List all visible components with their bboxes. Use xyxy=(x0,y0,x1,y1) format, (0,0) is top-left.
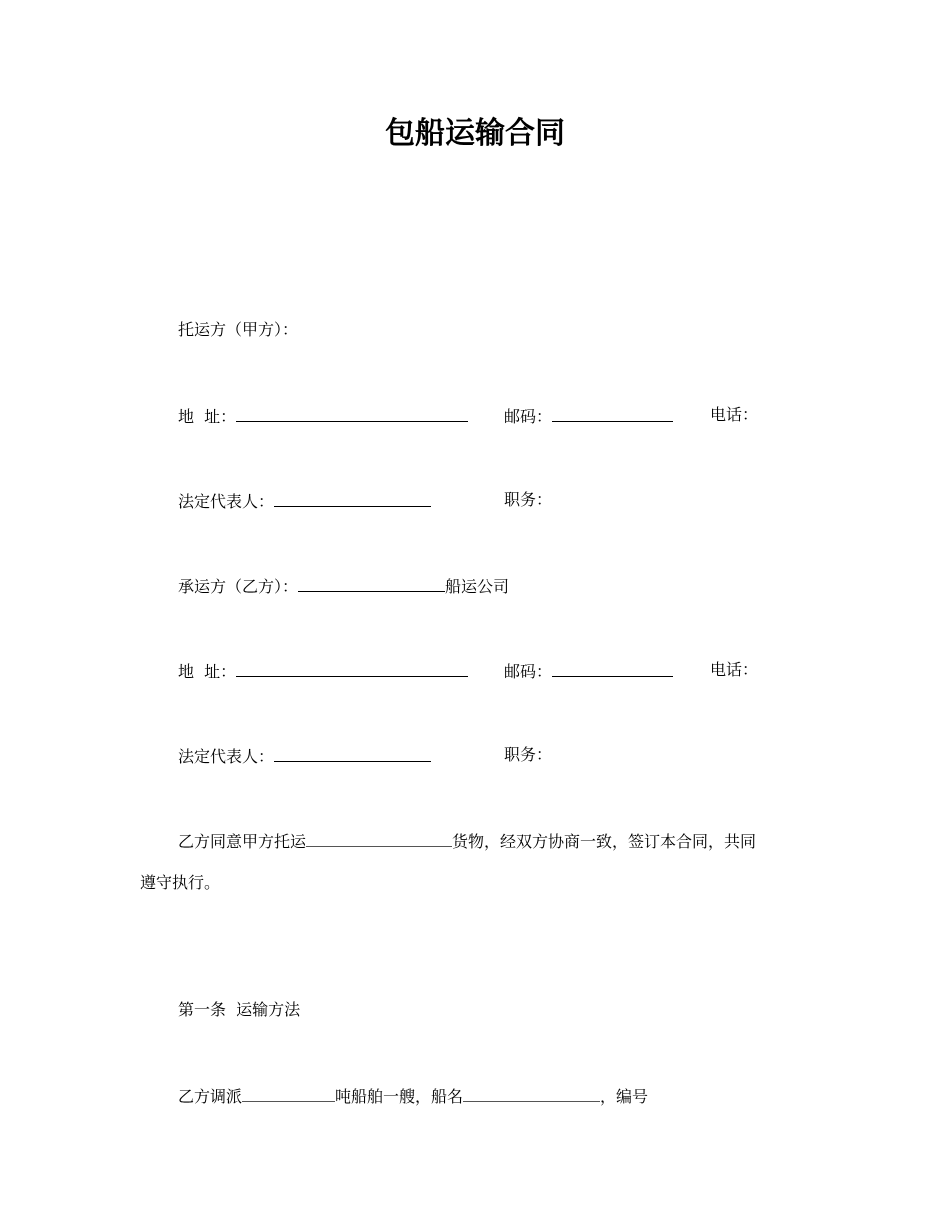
intro-line-1 xyxy=(178,830,756,852)
shipper-rep-row xyxy=(178,490,431,512)
article-text: 乙方调派 xyxy=(178,1087,243,1106)
document-title: 包船运输合同 xyxy=(385,116,565,151)
intro-line-2: 遵守执行。 xyxy=(140,873,221,892)
tonnage-field[interactable] xyxy=(242,1085,335,1102)
carrier-postcode-row xyxy=(504,660,673,682)
rep-label: 法定代表人： xyxy=(178,747,275,766)
cargo-field[interactable] xyxy=(306,830,452,847)
address-label: 地 址： xyxy=(178,407,237,426)
shipper-rep-field[interactable] xyxy=(274,490,431,507)
postcode-label: 邮码： xyxy=(504,407,553,426)
carrier-row xyxy=(178,575,509,597)
article-1-heading: 第一条 运输方法 xyxy=(178,1000,301,1019)
shipper-address-field[interactable] xyxy=(236,405,468,422)
rep-label: 法定代表人： xyxy=(178,492,275,511)
carrier-phone-label: 电话： xyxy=(710,660,759,679)
ship-name-field[interactable] xyxy=(463,1085,600,1102)
intro-text: 乙方同意甲方托运 xyxy=(178,832,307,851)
carrier-rep-row xyxy=(178,745,431,767)
carrier-address-row xyxy=(178,660,468,682)
carrier-name-field[interactable] xyxy=(298,575,445,592)
shipper-postcode-row xyxy=(504,405,673,427)
article-text: 吨船舶一艘，船名 xyxy=(335,1087,464,1106)
article-1-text xyxy=(178,1085,648,1107)
shipper-phone-label: 电话： xyxy=(710,405,759,424)
carrier-label: 承运方（乙方）： xyxy=(178,577,299,596)
carrier-position-label: 职务： xyxy=(504,745,553,764)
carrier-postcode-field[interactable] xyxy=(552,660,673,677)
carrier-rep-field[interactable] xyxy=(274,745,431,762)
article-text: ，编号 xyxy=(600,1087,649,1106)
address-label: 地 址： xyxy=(178,662,237,681)
shipper-address-row xyxy=(178,405,468,427)
shipper-position-label: 职务： xyxy=(504,490,553,509)
carrier-address-field[interactable] xyxy=(236,660,468,677)
carrier-suffix: 船运公司 xyxy=(445,577,510,596)
intro-text: 货物，经双方协商一致，签订本合同，共同 xyxy=(452,832,757,851)
shipper-label: 托运方（甲方）： xyxy=(178,320,299,339)
postcode-label: 邮码： xyxy=(504,662,553,681)
shipper-postcode-field[interactable] xyxy=(552,405,673,422)
